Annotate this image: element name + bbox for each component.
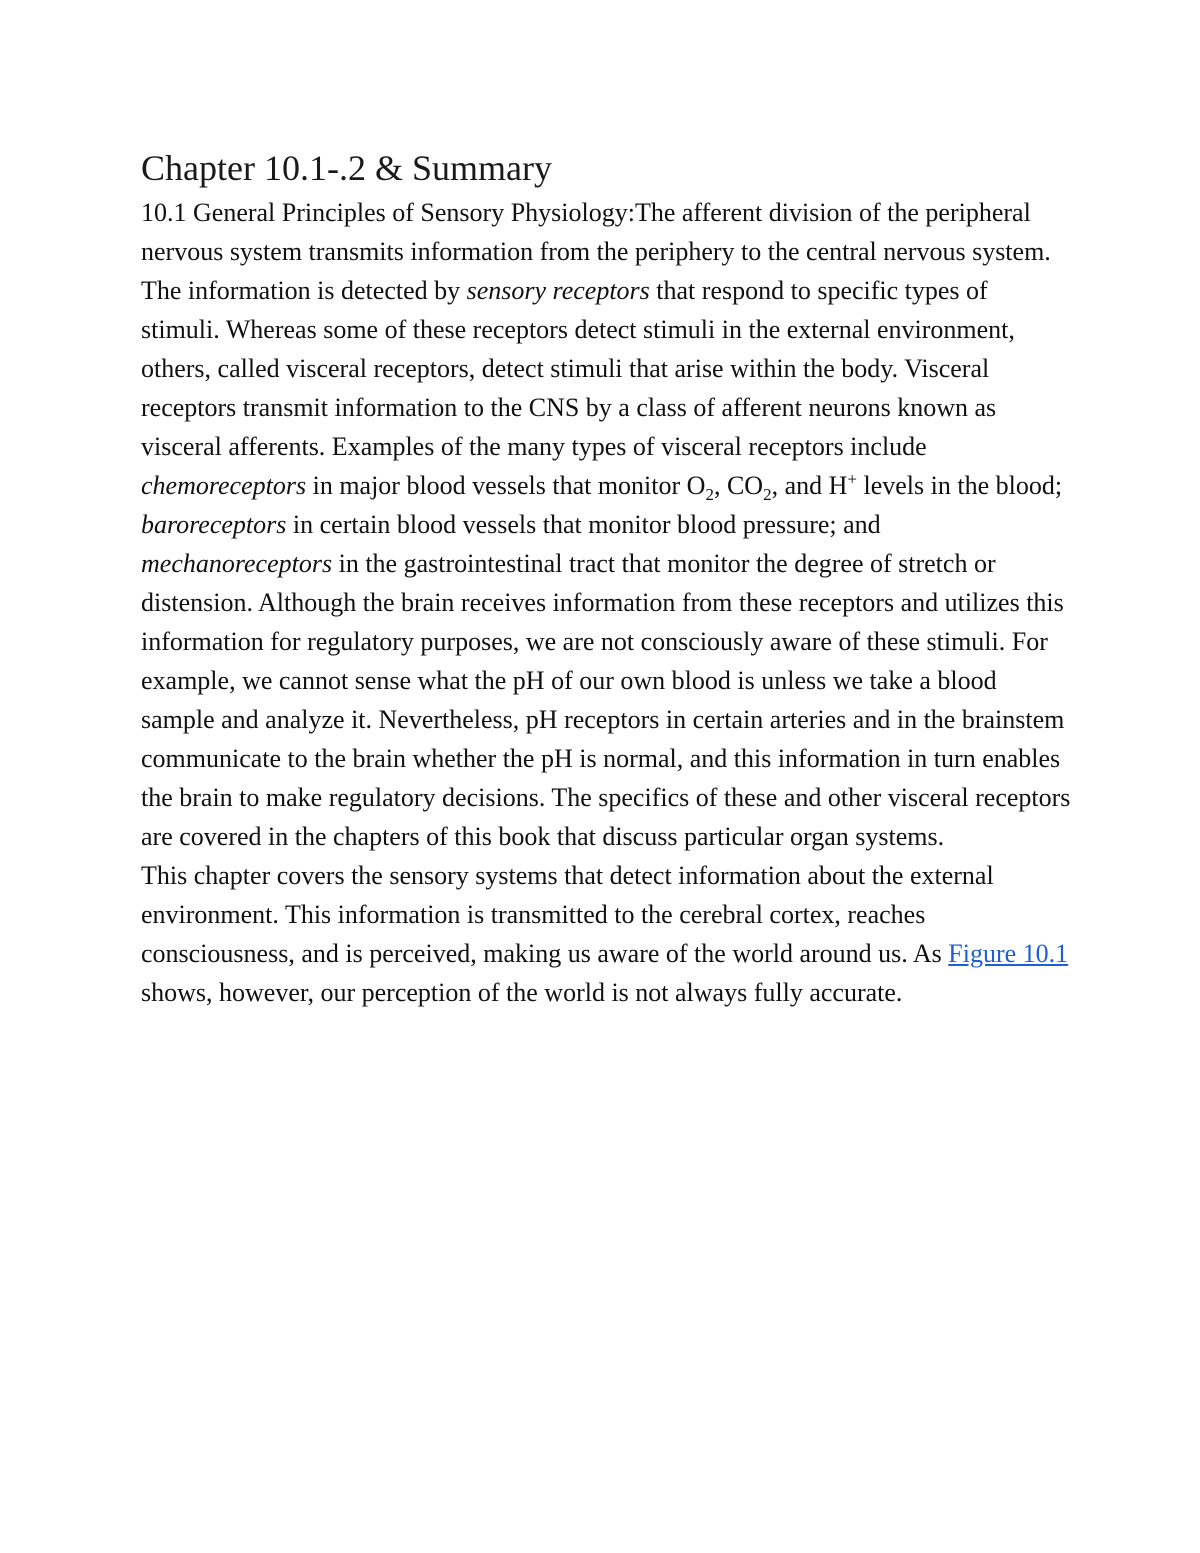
text-run: in the gastrointestinal tract that monitor the degree of stretch or distension. Although the brain receives information from these receptors and utilizes this information for regulatory purposes, we are not consciously aware of these stimuli. For example, we cannot sense what the pH of our own blood is unless we take a blood sample and analyze it. Nevertheless, pH receptors in certain arteries and in the brainstem communicate to the brain whether the pH is normal, and this information in turn enables the brain to make regulatory decisions. The specifics of these and other visceral receptors are covered in the chapters of this book that discuss particular organ systems. xyxy=(141,549,1071,851)
subscript-2: 2 xyxy=(705,485,714,505)
document-body xyxy=(141,146,1071,1012)
term-baroreceptors: baroreceptors xyxy=(141,510,287,539)
text-run: that respond to specific types of stimuli. Whereas some of these receptors detect stimuli in the external environment, others, called visceral receptors, detect stimuli that arise within the body. Visceral receptors transmit information to the CNS by a class of afferent neurons known as visceral afferents. Examples of the many types of visceral receptors include xyxy=(141,276,1015,461)
superscript-plus: + xyxy=(847,469,857,489)
page-title: Chapter 10.1-.2 & Summary xyxy=(141,148,552,188)
subscript-2: 2 xyxy=(763,485,772,505)
paragraph-sensory-principles xyxy=(141,193,1071,856)
text-run: 10.1 General Principles of Sensory Physiology:The afferent division of the peripheral nervous system transmits information from the periphery to the central nervous system. The information is detected by xyxy=(141,198,1051,305)
text-run: , CO xyxy=(713,471,764,500)
paragraph-chapter-overview xyxy=(141,856,1071,1012)
text-run: in major blood vessels that monitor O xyxy=(306,471,706,500)
text-run: levels in the blood; xyxy=(856,471,1063,500)
term-chemoreceptors: chemoreceptors xyxy=(141,471,307,500)
figure-10-1-link[interactable]: Figure 10.1 xyxy=(948,939,1069,968)
text-run: This chapter covers the sensory systems that detect information about the external environment. This information is transmitted to the cerebral cortex, reaches consciousness, and is perceived, making us aware of the world around us. As xyxy=(141,861,994,968)
term-sensory-receptors: sensory receptors xyxy=(466,276,650,305)
text-run: shows, however, our perception of the world is not always fully accurate. xyxy=(141,978,903,1007)
text-run: , and H xyxy=(771,471,848,500)
term-mechanoreceptors: mechanoreceptors xyxy=(141,549,333,578)
text-run: in certain blood vessels that monitor blood pressure; and xyxy=(286,510,881,539)
